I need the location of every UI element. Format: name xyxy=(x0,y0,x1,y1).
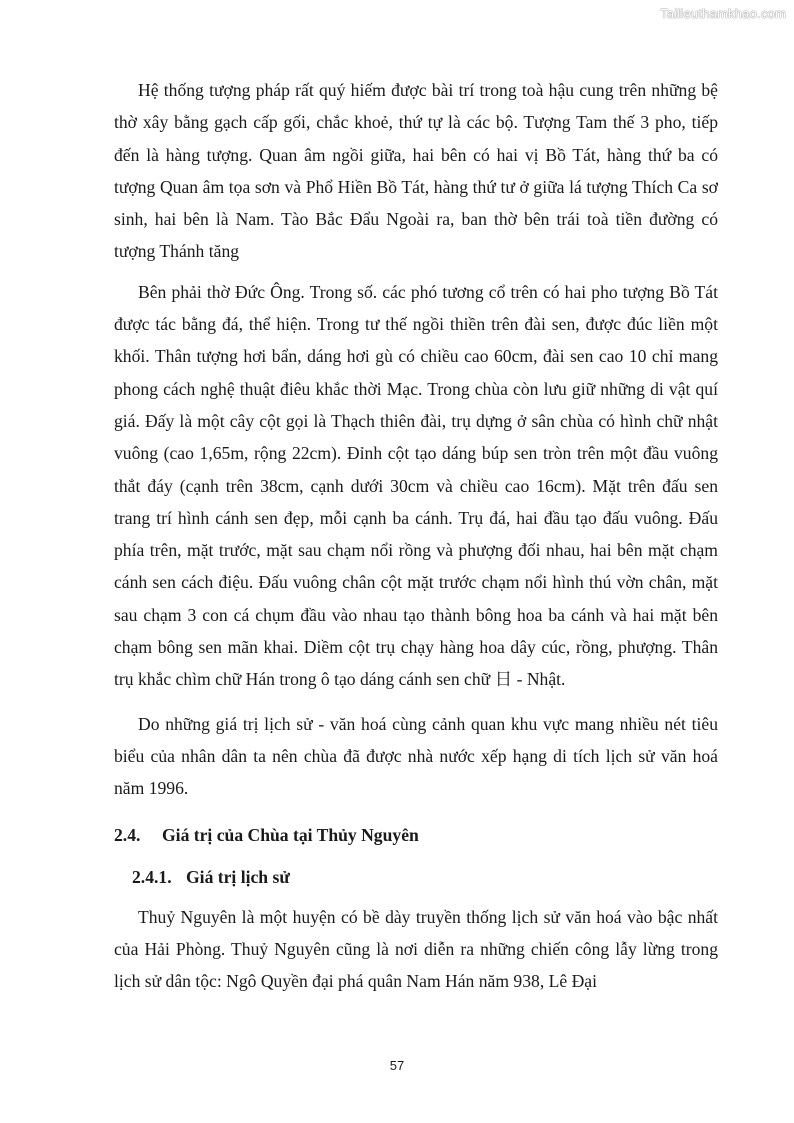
watermark: Tailieuthamkhao.com xyxy=(660,6,786,21)
section-title: Giá trị của Chùa tại Thủy Nguyên xyxy=(162,824,419,845)
paragraph-thuy-nguyen-history: Thuỷ Nguyên là một huyện có bề dày truyền thống lịch sử văn hoá vào bậc nhất của Hải Phòng. Thuỷ Nguyên cũng là nơi diễn ra những chiến công lẫy lừng trong lịch sử dân tộc: Ngô Quyền đại phá quân Nam Hán năm 938, Lê Đại xyxy=(114,906,718,992)
document-body xyxy=(114,74,718,997)
section-heading xyxy=(114,819,718,851)
section-number: 2.4. xyxy=(114,824,141,845)
paragraph-stone-pillar: Bên phải thờ Đức Ông. Trong số. các phó tương cổ trên có hai pho tượng Bồ Tát được tác bằng đá, thể hiện. Trong tư thế ngồi thiền trên đài sen, được đúc liền một khối. Thân tượng hơi bẩn, dáng hơi gù có chiều cao 60cm, đài sen cao 10 chỉ mang phong cách nghệ thuật điêu khắc thời Mạc. Trong chùa còn lưu giữ những di vật quí giá. Đấy là một cây cột gọi là Thạch thiên đài, trụ dựng ở sân chùa có hình chữ nhật vuông (cao 1,65m, rộng 22cm). Đỉnh cột tạo dáng búp sen tròn trên một đầu vuông thắt đáy (cạnh trên 38cm, cạnh dưới 30cm và chiều cao 16cm). Mặt trên đấu sen trang trí hình cánh sen đẹp, mỗi cạnh ba cánh. Trụ đá, hai đầu tạo đấu vuông. Đấu phía trên, mặt trước, mặt sau chạm nổi rồng và phượng đối nhau, hai bên mặt chạm cánh sen cách điệu. Đấu vuông chân cột mặt trước chạm nổi hình thú vờn chân, mặt sau chạm 3 con cá chụm đầu vào nhau tạo thành bông hoa ba cánh và hai mặt bên chạm bông sen mãn khai. Diềm cột trụ chạy hàng hoa dây cúc, rồng, phượng. Thân trụ khắc chìm chữ Hán trong ô tạo dáng cánh sen chữ 日 - Nhật. xyxy=(114,281,718,690)
paragraph-heritage-ranking: Do những giá trị lịch sử - văn hoá cùng cảnh quan khu vực mang nhiều nét tiêu biểu của nhân dân ta nên chùa đã được nhà nước xếp hạng di tích lịch sử văn hoá năm 1996. xyxy=(114,713,718,799)
paragraph-statues: Hệ thống tượng pháp rất quý hiếm được bài trí trong toà hậu cung trên những bệ thờ xây bằng gạch cấp gối, chắc khoẻ, thứ tự là các bộ. Tượng Tam thế 3 pho, tiếp đến là hàng tượng. Quan âm ngồi giữa, hai bên có hai vị Bồ Tát, hàng thứ ba có tượng Quan âm tọa sơn và Phổ Hiền Bồ Tát, hàng thứ tư ở giữa lá tượng Thích Ca sơ sinh, hai bên là Nam. Tào Bắc Đẩu Ngoài ra, ban thờ bên trái toà tiền đường có tượng Thánh tăng xyxy=(114,80,718,262)
subsection-title: Giá trị lịch sử xyxy=(186,866,290,887)
page-number: 57 xyxy=(389,1058,405,1073)
subsection-number: 2.4.1. xyxy=(132,866,172,887)
subsection-heading xyxy=(132,861,718,893)
